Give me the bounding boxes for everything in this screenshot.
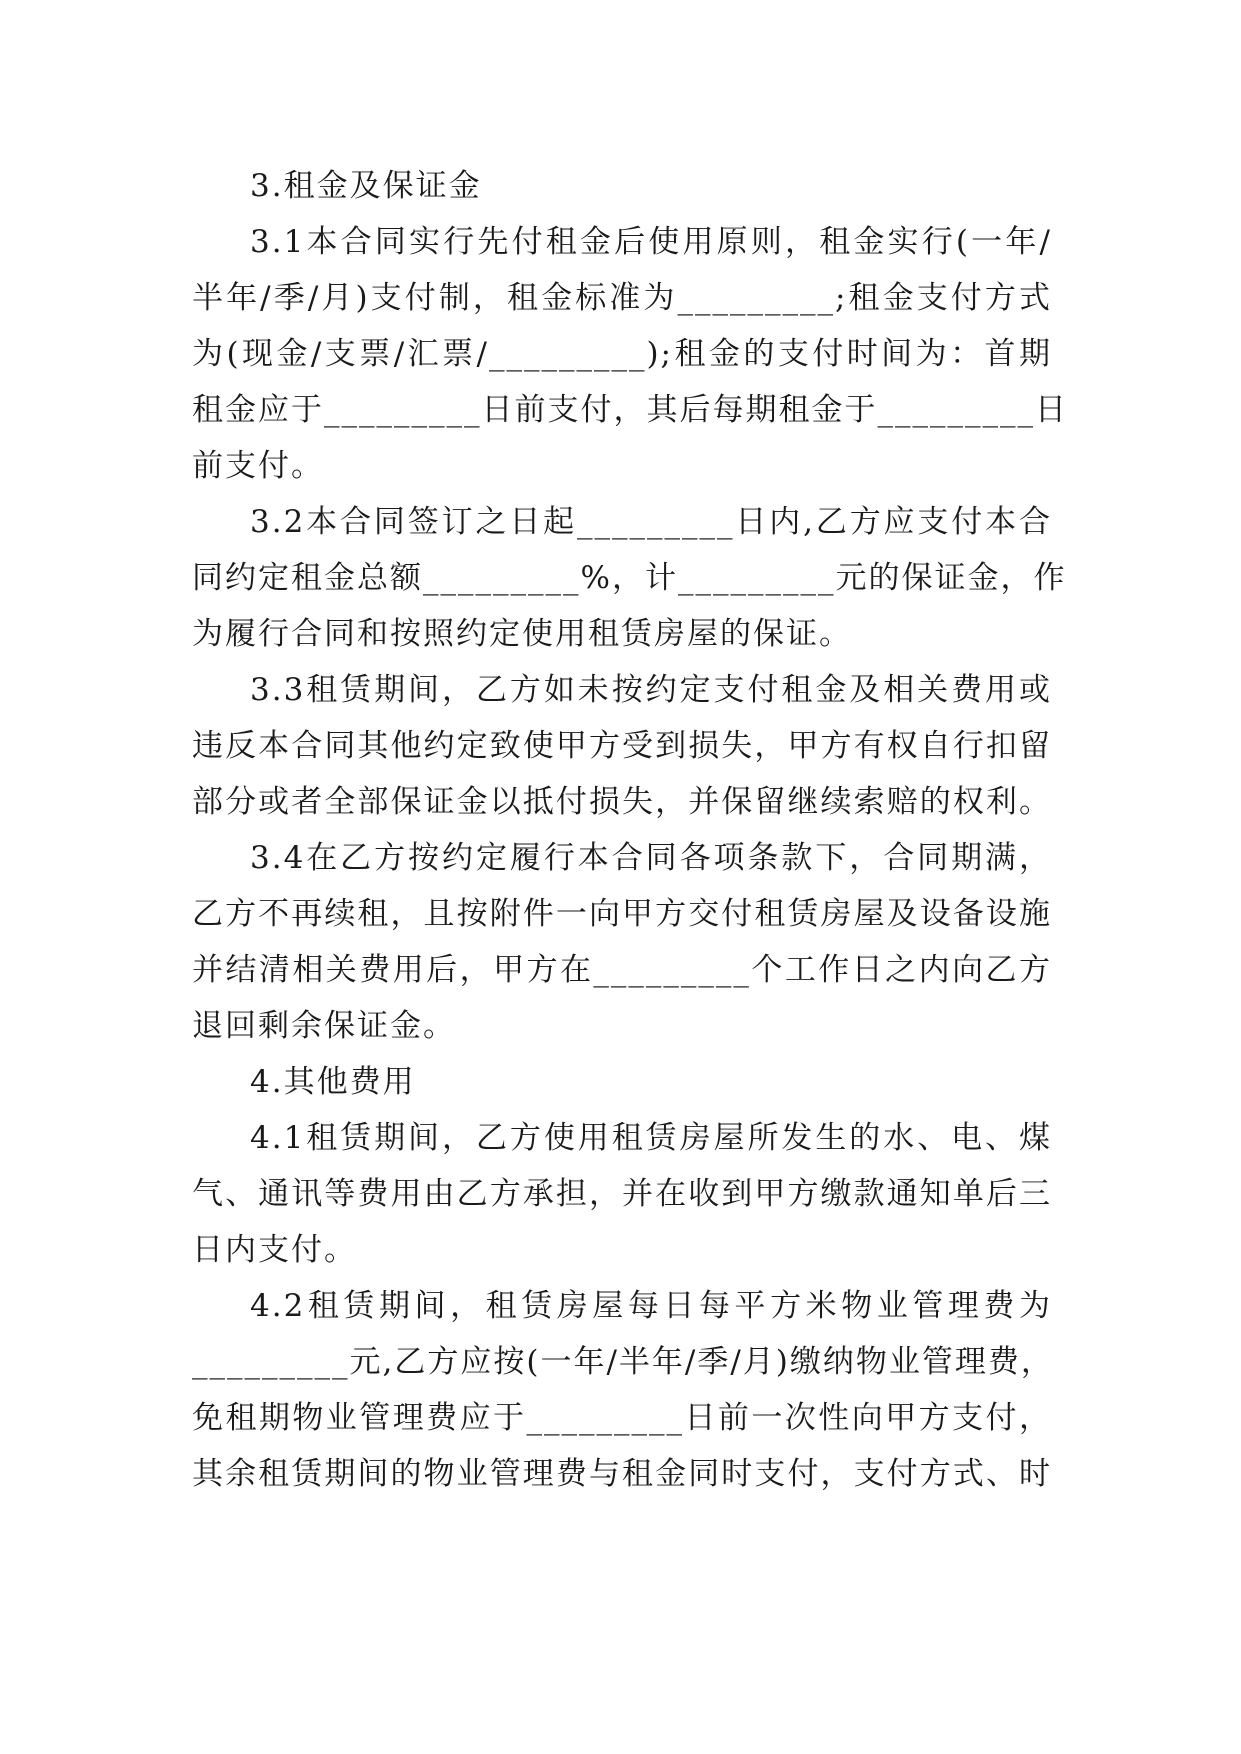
paragraph-line: 3.4在乙方按约定履行本合同各项条款下，合同期满，: [250, 840, 1052, 876]
paragraph-line: 部分或者全部保证金以抵付损失，并保留继续索赔的权利。: [192, 784, 1052, 820]
paragraph-line: 并结清相关费用后，甲方在_________个工作日之内向乙方: [192, 952, 1052, 988]
paragraph-line: _________元,乙方应按(一年/半年/季/月)缴纳物业管理费，: [192, 1344, 1054, 1380]
paragraph-line: 为履行合同和按照约定使用租赁房屋的保证。: [192, 616, 852, 652]
paragraph-line: 半年/季/月)支付制，租金标准为_________;租金支付方式: [192, 280, 1052, 316]
section-heading-other-fees: 4.其他费用: [250, 1064, 416, 1100]
paragraph-line: 乙方不再续租，且按附件一向甲方交付租赁房屋及设备设施: [192, 896, 1052, 932]
paragraph-line: 退回剩余保证金。: [192, 1008, 456, 1044]
paragraph-line: 4.1租赁期间，乙方使用租赁房屋所发生的水、电、煤: [250, 1120, 1052, 1156]
paragraph-line: 免租期物业管理费应于_________日前一次性向甲方支付，: [192, 1400, 1052, 1436]
paragraph-line: 3.2本合同签订之日起_________日内,乙方应支付本合: [250, 504, 1052, 540]
paragraph-line: 日内支付。: [192, 1232, 357, 1268]
paragraph-line: 其余租赁期间的物业管理费与租金同时支付，支付方式、时: [192, 1456, 1052, 1492]
paragraph-line: 同约定租金总额_________%，计_________元的保证金，作: [192, 560, 1067, 596]
paragraph-line: 租金应于_________日前支付，其后每期租金于_________日: [192, 392, 1068, 428]
paragraph-line: 前支付。: [192, 448, 324, 484]
paragraph-line: 违反本合同其他约定致使甲方受到损失，甲方有权自行扣留: [192, 728, 1052, 764]
paragraph-line: 气、通讯等费用由乙方承担，并在收到甲方缴款通知单后三: [192, 1176, 1052, 1212]
paragraph-line: 3.1本合同实行先付租金后使用原则，租金实行(一年/: [250, 224, 1052, 260]
paragraph-line: 4.2租赁期间，租赁房屋每日每平方米物业管理费为: [250, 1288, 1052, 1324]
paragraph-line: 为(现金/支票/汇票/_________);租金的支付时间为：首期: [192, 336, 1052, 372]
section-heading-rent-deposit: 3.租金及保证金: [250, 168, 482, 204]
paragraph-line: 3.3租赁期间，乙方如未按约定支付租金及相关费用或: [250, 672, 1052, 708]
